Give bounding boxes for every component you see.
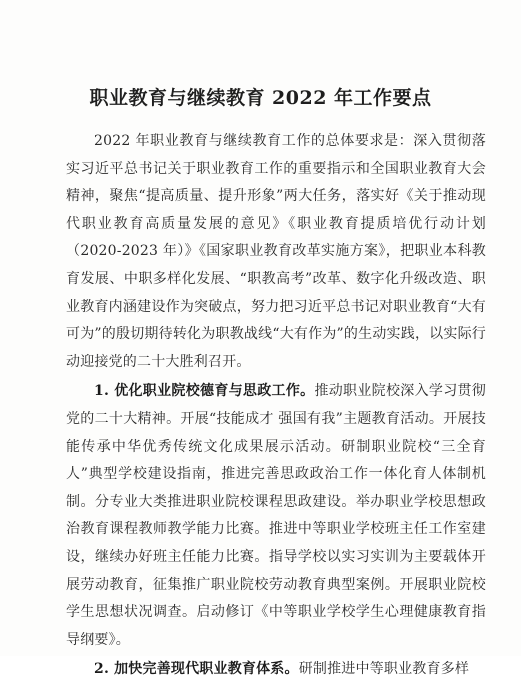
paragraph-heading: 2. 加快完善现代职业教育体系。	[94, 661, 299, 678]
document-body	[66, 128, 486, 684]
paragraph-item-2	[66, 656, 486, 684]
paragraph-heading: 1. 优化职业院校德育与思政工作。	[94, 383, 315, 400]
paragraph-text: 研制推进中等职业教育多样	[298, 661, 470, 678]
paragraph-text: 推动职业院校深入学习贯彻党的二十大精神。开展“技能成才 强国有我”主题教育活动。开展技能传承中华优秀传统文化成果展示活动。研制职业院校“三全育人”典型学校建设指南，推进完善思政政治工作一体化育人体制机制。分专业大类推进职业院校课程思政建设。举办职业学校思想政治教育课程教师教学能力比赛。推进中等职业学校班主任工作室建设，继续办好班主任能力比赛。指导学校以实习实训为主要载体开展劳动教育，征集推广职业院校劳动教育典型案例。开展职业院校学生思想状况调查。启动修订《中等职业学校学生心理健康教育指导纲要》。	[66, 383, 486, 648]
paragraph-text: 2022 年职业教育与继续教育工作的总体要求是：深入贯彻落实习近平总书记关于职业教育工作的重要指示和全国职业教育大会精神，聚焦“提高质量、提升形象”两大任务，落实好《关于推动现代职业教育高质量发展的意见》《职业教育提质培优行动计划（2020-2023 年）》《国家职业教育改革实施方案》，把职业本科教育发展、中职多样化发展、“职教高考”改革、数字化升级改造、职业教育内涵建设作为突破点，努力把习近平总书记对职业教育“大有可为”的殷切期待转化为职教战线“大有作为”的生动实践，以实际行动迎接党的二十大胜利召开。	[66, 133, 486, 370]
paragraph-intro	[66, 128, 486, 376]
document-title: 职业教育与继续教育 2022 年工作要点	[89, 87, 432, 109]
paragraph-item-1	[66, 378, 486, 654]
